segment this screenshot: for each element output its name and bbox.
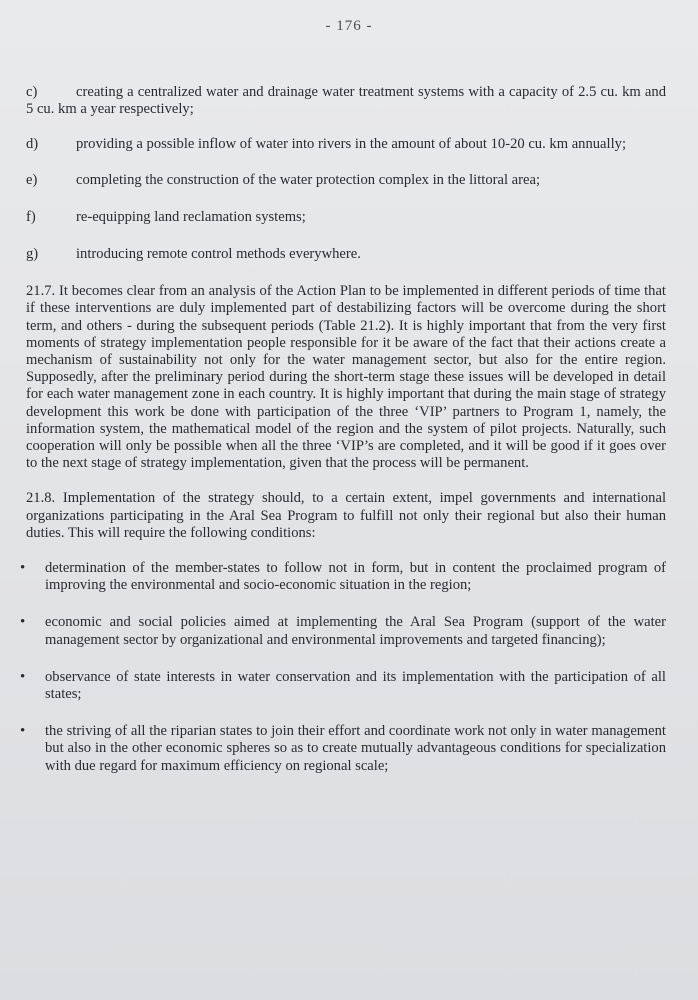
page-number: - 176 -	[325, 18, 373, 34]
bullet-text: observance of state interests in water conservation and its implementation with the participation of all states;	[45, 668, 666, 703]
bullet-dot-icon: •	[20, 560, 26, 577]
bullet-item	[20, 668, 666, 703]
list-item-c	[26, 84, 666, 118]
bullet-text: determination of the member-states to follow not in form, but in content the proclaimed program of improving the environmental and socio-economic situation in the region;	[45, 560, 666, 594]
list-item-g	[26, 246, 666, 263]
list-item-text: creating a centralized water and drainage water treatment systems with a capacity of 2.5 cu. km and 5 cu. km a year respectively;	[26, 84, 666, 118]
bullet-item	[20, 614, 666, 648]
list-marker: g)	[26, 246, 39, 263]
bullet-item	[20, 560, 666, 594]
list-marker: f)	[26, 208, 36, 225]
list-marker: c)	[26, 84, 38, 100]
list-item-f	[26, 209, 666, 226]
bullet-item	[20, 723, 666, 775]
bullet-dot-icon: •	[20, 614, 26, 631]
list-item-text: completing the construction of the water protection complex in the littoral area;	[76, 171, 541, 188]
list-marker: d)	[26, 136, 39, 153]
paragraph-21-7: 21.7. It becomes clear from an analysis of the Action Plan to be implemented in different periods of time that if these interventions are duly implemented part of destabilizing factors will be overcome during the short term, and others - during the subsequent periods (Table 21.2). It is highly important that from the very first moments of strategy implementation people responsible for it be aware of the fact that their actions create a mechanism of sustainability not only for the water management sector, but also for the entire region. Supposedly, after the preliminary period during the short-term stage these issues will be developed in detail for each water management zone in each country. It is highly important that during the main stage of strategy development this work be done with participation of the three ‘VIP’ partners to Program 1, namely, the information system, the mathematical model of the region and the system of pilot projects. Naturally, such cooperation will only be possible when all the three ‘VIP’s are completed, and it will be good if it goes over to the next stage of strategy implementation, given that the process will be permanent.	[26, 283, 666, 472]
list-item-e	[26, 172, 666, 189]
page-content	[20, 84, 666, 795]
bullet-text: the striving of all the riparian states to join their effort and coordinate work not only in water management but also in the other economic spheres so as to create mutually advantageous conditions for specialization with due regard for maximum efficiency on regional scale;	[45, 723, 666, 774]
paragraph-21-8: 21.8. Implementation of the strategy should, to a certain extent, impel governments and international organizations participating in the Aral Sea Program to fulfill not only their regional but also their human duties. This will require the following conditions:	[26, 490, 666, 541]
bullet-dot-icon: •	[20, 668, 26, 685]
list-item-d	[26, 136, 666, 153]
bullet-text: economic and social policies aimed at implementing the Aral Sea Program (support of the water management sector by organizational and environmental improvements and targeted financing);	[45, 614, 666, 648]
list-item-text: introducing remote control methods everywhere.	[76, 246, 361, 263]
list-marker: e)	[26, 171, 38, 188]
list-item-text: re-equipping land reclamation systems;	[76, 208, 306, 225]
list-item-text: providing a possible inflow of water into rivers in the amount of about 10-20 cu. km annually;	[76, 136, 626, 153]
bullet-dot-icon: •	[20, 723, 26, 740]
